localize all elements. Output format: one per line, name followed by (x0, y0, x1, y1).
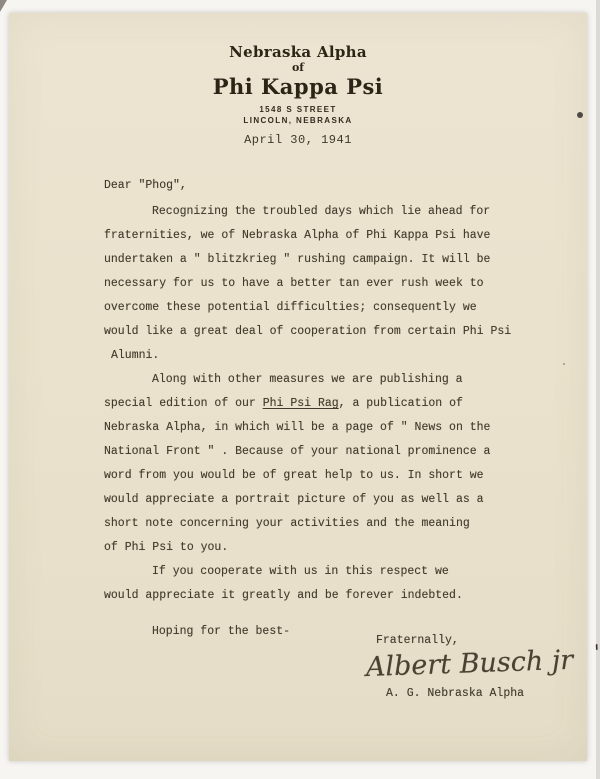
letterhead-of: of (291, 61, 305, 74)
letter-line: Alumni. (111, 349, 160, 362)
valediction: Fraternally, (376, 634, 459, 647)
letter-line: Nebraska Alpha, in which will be a page of " News on the (104, 421, 491, 434)
signature-text: Albert Busch jr (365, 644, 574, 683)
letter-paper (9, 13, 600, 761)
letter-line: Along with other measures we are publishing a (152, 373, 463, 386)
letter-line: If you cooperate with us in this respect we (152, 565, 449, 578)
scan-speck (563, 363, 565, 365)
letterhead-address-line1: 1548 S STREET (259, 105, 337, 114)
letter-line: fraternities, we of Nebraska Alpha of Phi Kappa Psi have (104, 229, 491, 242)
letter-line: necessary for us to have a better tan ever rush week to (104, 277, 484, 290)
letter-line: would appreciate a portrait picture of you as well as a (104, 493, 484, 506)
letterhead-address-line2: LINCOLN, NEBRASKA (243, 116, 353, 125)
closing-block (365, 629, 600, 706)
letter-line: Recognizing the troubled days which lie ahead for (152, 205, 491, 218)
scan-speck (577, 112, 583, 118)
underlined-publication-name: Phi Psi Rag (262, 397, 339, 410)
letter-line: short note concerning your activities and the meaning (104, 517, 470, 530)
letter-line-segment: , a publication of (338, 397, 463, 410)
letter-line-segment: special edition of our (104, 397, 263, 410)
closing-hoping-line: Hoping for the best- (152, 625, 291, 638)
letter-line: would appreciate it greatly and be forever indebted. (104, 589, 463, 602)
letter-line (104, 392, 527, 416)
letter-date: April 30, 1941 (244, 133, 352, 147)
letter-body (104, 174, 600, 716)
letterhead-fraternity-name: Phi Kappa Psi (212, 74, 384, 99)
letterhead (9, 13, 587, 148)
letter-line: word from you would be of great help to us. In short we (104, 469, 484, 482)
letter-line: would like a great deal of cooperation from certain Phi Psi (104, 325, 512, 338)
letterhead-chapter-name: Nebraska Alpha (229, 43, 367, 61)
letter-line: National Front " . Because of your national prominence a (104, 445, 491, 458)
salutation: Dear "Phog", (104, 179, 187, 192)
signer-title: A. G. Nebraska Alpha (386, 687, 525, 700)
letter-line: of Phi Psi to you. (104, 541, 229, 554)
letter-line: overcome these potential difficulties; consequently we (104, 301, 477, 314)
closing-section (104, 620, 600, 716)
scan-corner-mark (0, 0, 7, 12)
signature-pen-mark: ' (593, 639, 600, 665)
letter-line: undertaken a " blitzkrieg " rushing campaign. It will be (104, 253, 491, 266)
